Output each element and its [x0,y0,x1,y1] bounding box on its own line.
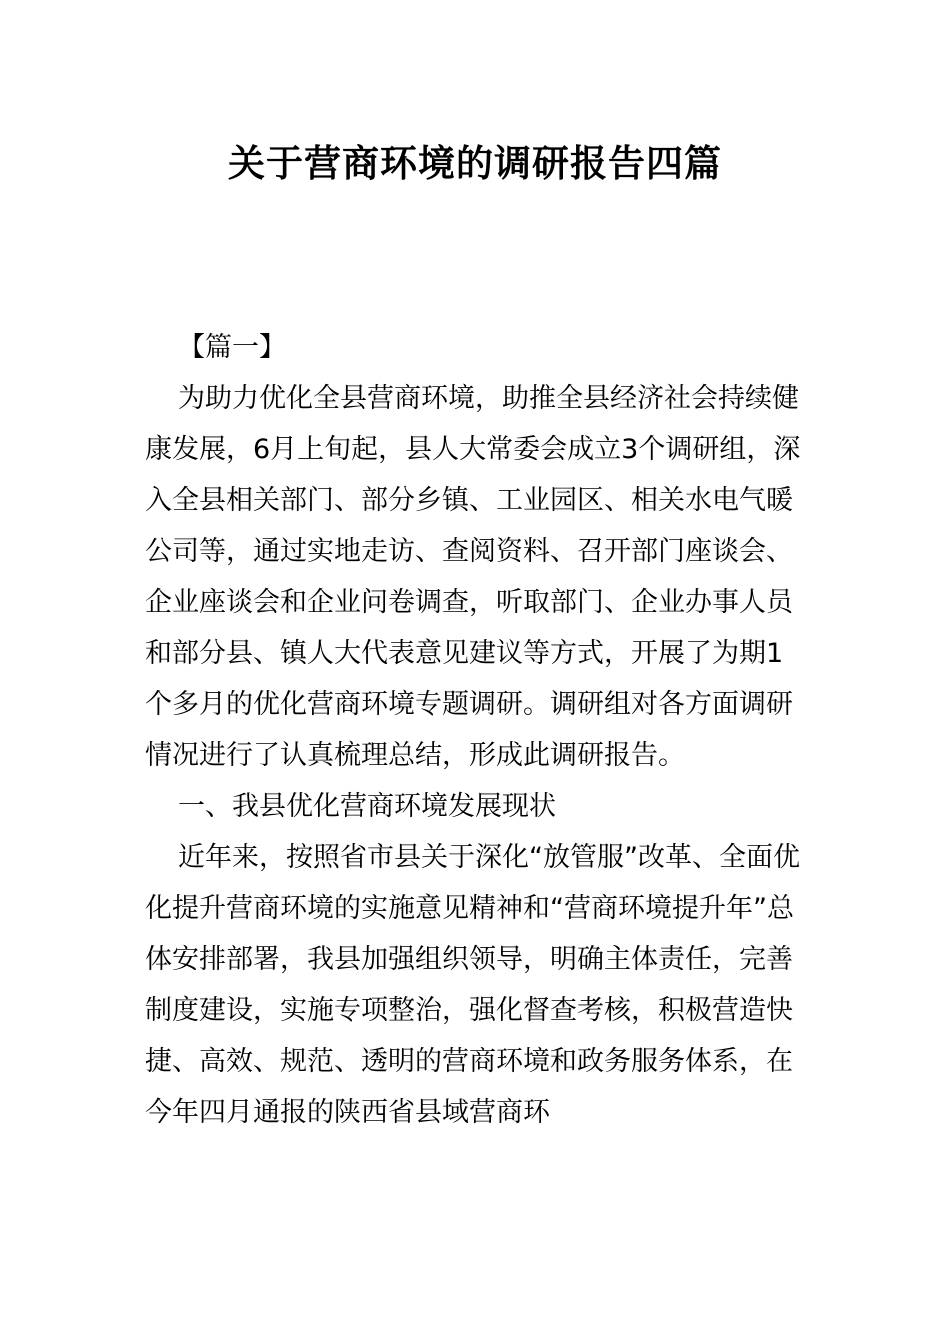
section-label: 【篇一】 [178,332,286,363]
document-title: 关于营商环境的调研报告四篇 [228,142,722,185]
section-heading-1: 一、我县优化营商环境发展现状 [178,791,556,822]
paragraph-1: 为助力优化全县营商环境，助推全县经济社会持续健康发展，6月上旬起，县人大常委会成立3个调研组，深入全县相关部门、部分乡镇、工业园区、相关水电气暖公司等，通过实地走访、查阅资料、召开部门座谈会、企业座谈会和企业问卷调查，听取部门、企业办事人员和部分县、镇人大代表意见建议等方式，开展了为期1个多月的优化营商环境专题调研。调研组对各方面调研情况进行了认真梳理总结，形成此调研报告。 [145,383,801,771]
paragraph-2: 近年来，按照省市县关于深化“放管服”改革、全面优化提升营商环境的实施意见精神和“营商环境提升年”总体安排部署，我县加强组织领导，明确主体责任，完善制度建设，实施专项整治，强化督查考核，积极营造快捷、高效、规范、透明的营商环境和政务服务体系，在今年四月通报的陕西省县域营商环 [145,842,800,1128]
document-body [145,322,810,1138]
